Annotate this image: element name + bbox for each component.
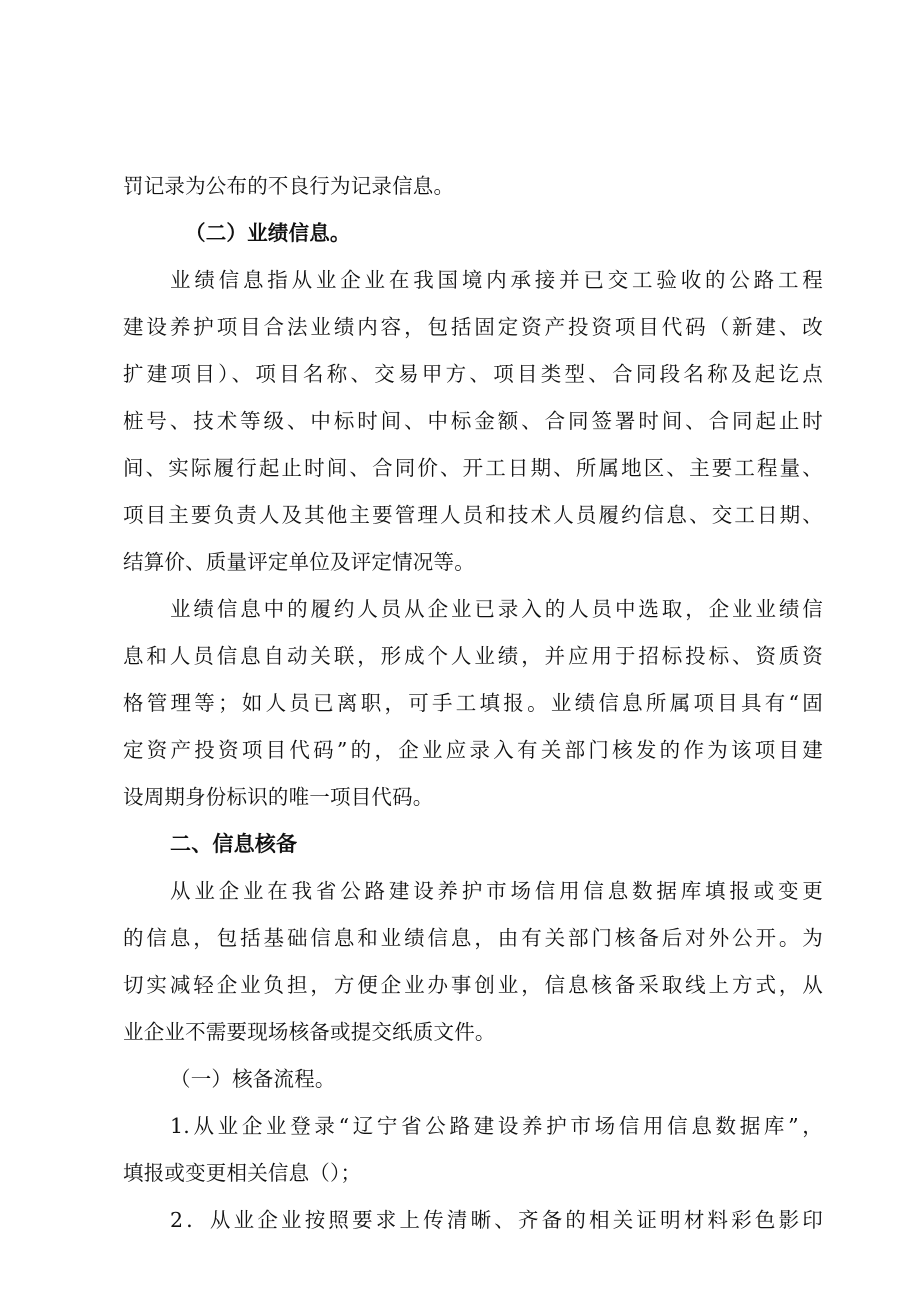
paragraph-line: 扩建项目）、项目名称、交易甲方、项目类型、合同段名称及起讫点 [123, 362, 823, 386]
paragraph-line: 息和人员信息自动关联，形成个人业绩，并应用于招标投标、资质资 [123, 644, 823, 668]
paragraph-line: 定资产投资项目代码”的，企业应录入有关部门核发的作为该项目建 [123, 738, 823, 762]
paragraph-line: 罚记录为公布的不良行为记录信息。 [123, 174, 455, 198]
list-item-1: 1.从业企业登录“辽宁省公路建设养护市场信用信息数据库”， [170, 1114, 823, 1138]
paragraph-line: 间、实际履行起止时间、合同价、开工日期、所属地区、主要工程量、 [123, 456, 823, 480]
paragraph-line: 业企业不需要现场核备或提交纸质文件。 [123, 1020, 496, 1044]
paragraph-line: 结算价、质量评定单位及评定情况等。 [123, 550, 475, 574]
section-heading-info-verification: 二、信息核备 [170, 832, 298, 856]
paragraph-line: 设周期身份标识的唯一项目代码。 [123, 785, 434, 809]
paragraph-line: 格管理等；如人员已离职，可手工填报。业绩信息所属项目具有“固 [123, 691, 823, 715]
paragraph-line: 从业企业在我省公路建设养护市场信用信息数据库填报或变更 [170, 879, 823, 903]
paragraph-line: 业绩信息指从业企业在我国境内承接并已交工验收的公路工程 [170, 268, 823, 292]
paragraph-line: 项目主要负责人及其他主要管理人员和技术人员履约信息、交工日期、 [123, 503, 823, 527]
paragraph-line: 桩号、技术等级、中标时间、中标金额、合同签署时间、合同起止时 [123, 409, 823, 433]
paragraph-line: 业绩信息中的履约人员从企业已录入的人员中选取，企业业绩信 [170, 597, 823, 621]
paragraph-line: 填报或变更相关信息（）； [123, 1161, 362, 1185]
paragraph-line: 的信息，包括基础信息和业绩信息，由有关部门核备后对外公开。为 [123, 926, 823, 950]
subsection-heading-process: （一）核备流程。 [170, 1067, 336, 1091]
paragraph-line: 建设养护项目合法业绩内容，包括固定资产投资项目代码（新建、改 [123, 315, 823, 339]
paragraph-line: 切实减轻企业负担，方便企业办事创业，信息核备采取线上方式，从 [123, 973, 823, 997]
subsection-heading-performance: （二）业绩信息。 [185, 221, 351, 245]
list-item-2: 2．从业企业按照要求上传清晰、齐备的相关证明材料彩色影印 [170, 1208, 823, 1232]
document-page [123, 163, 823, 1244]
